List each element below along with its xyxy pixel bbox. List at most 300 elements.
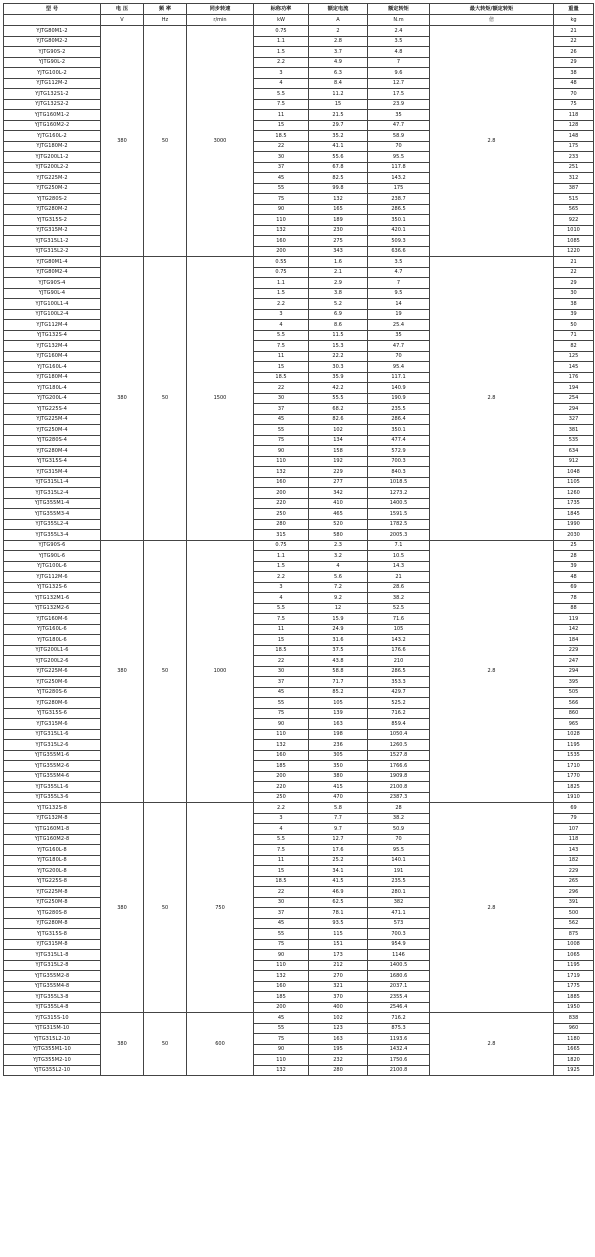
unit-speed: r/min xyxy=(187,15,254,26)
cell-weight: 1825 xyxy=(554,782,594,793)
cell-model: YJTG132M2-6 xyxy=(4,603,101,614)
cell-power: 55 xyxy=(254,425,309,436)
cell-torque: 19 xyxy=(368,309,430,320)
cell-weight: 38 xyxy=(554,68,594,79)
cell-torque: 58.9 xyxy=(368,131,430,142)
cell-current: 17.6 xyxy=(309,845,368,856)
cell-model: YJTG90S-4 xyxy=(4,278,101,289)
cell-torque: 1782.5 xyxy=(368,519,430,530)
cell-model: YJTG315M-10 xyxy=(4,1023,101,1034)
cell-weight: 960 xyxy=(554,1023,594,1034)
cell-current: 99.8 xyxy=(309,183,368,194)
cell-torque: 10.5 xyxy=(368,551,430,562)
cell-current: 173 xyxy=(309,950,368,961)
cell-torque: 875.3 xyxy=(368,1023,430,1034)
cell-power: 160 xyxy=(254,750,309,761)
unit-power: kW xyxy=(254,15,309,26)
cell-power: 5.5 xyxy=(254,89,309,100)
cell-torque: 9.6 xyxy=(368,68,430,79)
cell-weight: 1180 xyxy=(554,1034,594,1045)
cell-model: YJTG315S-6 xyxy=(4,708,101,719)
cell-power: 4 xyxy=(254,593,309,604)
cell-torque: 1591.5 xyxy=(368,509,430,520)
cell-torque: 35 xyxy=(368,330,430,341)
cell-torque: 38.2 xyxy=(368,593,430,604)
cell-model: YJTG225S-8 xyxy=(4,876,101,887)
cell-weight: 118 xyxy=(554,110,594,121)
cell-model: YJTG200L2-2 xyxy=(4,162,101,173)
cell-weight: 2030 xyxy=(554,530,594,541)
cell-current: 102 xyxy=(309,425,368,436)
cell-current: 85.2 xyxy=(309,687,368,698)
cell-model: YJTG160L-2 xyxy=(4,131,101,142)
cell-speed: 1500 xyxy=(187,257,254,541)
cell-current: 102 xyxy=(309,1013,368,1024)
cell-weight: 254 xyxy=(554,393,594,404)
cell-current: 410 xyxy=(309,498,368,509)
cell-weight: 22 xyxy=(554,36,594,47)
cell-weight: 1195 xyxy=(554,960,594,971)
cell-model: YJTG160L-4 xyxy=(4,362,101,373)
cell-voltage: 380 xyxy=(101,540,144,803)
cell-weight: 912 xyxy=(554,456,594,467)
cell-current: 158 xyxy=(309,446,368,457)
cell-model: YJTG280M-2 xyxy=(4,204,101,215)
cell-ratio: 2.8 xyxy=(430,26,554,257)
cell-weight: 182 xyxy=(554,855,594,866)
cell-power: 90 xyxy=(254,950,309,961)
cell-model: YJTG250M-6 xyxy=(4,677,101,688)
cell-model: YJTG315S-8 xyxy=(4,929,101,940)
cell-weight: 1845 xyxy=(554,509,594,520)
cell-torque: 1146 xyxy=(368,950,430,961)
cell-current: 198 xyxy=(309,729,368,740)
cell-frequency: 50 xyxy=(144,1013,187,1076)
cell-current: 15.3 xyxy=(309,341,368,352)
cell-torque: 382 xyxy=(368,897,430,908)
cell-model: YJTG315S-4 xyxy=(4,456,101,467)
cell-torque: 105 xyxy=(368,624,430,635)
cell-current: 270 xyxy=(309,971,368,982)
cell-weight: 119 xyxy=(554,614,594,625)
cell-power: 2.2 xyxy=(254,57,309,68)
cell-weight: 233 xyxy=(554,152,594,163)
cell-current: 2.3 xyxy=(309,540,368,551)
cell-weight: 296 xyxy=(554,887,594,898)
cell-current: 37.5 xyxy=(309,645,368,656)
cell-torque: 7 xyxy=(368,57,430,68)
cell-power: 18.5 xyxy=(254,131,309,142)
cell-torque: 9.5 xyxy=(368,288,430,299)
cell-weight: 1105 xyxy=(554,477,594,488)
cell-power: 11 xyxy=(254,855,309,866)
cell-power: 110 xyxy=(254,215,309,226)
cell-power: 45 xyxy=(254,687,309,698)
cell-torque: 2546.4 xyxy=(368,1002,430,1013)
cell-weight: 1220 xyxy=(554,246,594,257)
cell-weight: 71 xyxy=(554,330,594,341)
cell-power: 200 xyxy=(254,246,309,257)
units-row xyxy=(4,15,594,26)
cell-model: YJTG280M-8 xyxy=(4,918,101,929)
cell-weight: 1028 xyxy=(554,729,594,740)
cell-torque: 420.1 xyxy=(368,225,430,236)
cell-current: 22.2 xyxy=(309,351,368,362)
cell-torque: 47.7 xyxy=(368,341,430,352)
cell-torque: 1909.8 xyxy=(368,771,430,782)
cell-model: YJTG315L1-8 xyxy=(4,950,101,961)
cell-model: YJTG100L2-4 xyxy=(4,309,101,320)
cell-current: 9.2 xyxy=(309,593,368,604)
cell-model: YJTG315L2-6 xyxy=(4,740,101,751)
cell-weight: 922 xyxy=(554,215,594,226)
cell-weight: 634 xyxy=(554,446,594,457)
cell-current: 24.9 xyxy=(309,624,368,635)
cell-power: 15 xyxy=(254,362,309,373)
cell-weight: 25 xyxy=(554,540,594,551)
cell-model: YJTG250M-2 xyxy=(4,183,101,194)
cell-current: 11.2 xyxy=(309,89,368,100)
cell-power: 200 xyxy=(254,1002,309,1013)
cell-weight: 312 xyxy=(554,173,594,184)
cell-torque: 1260.5 xyxy=(368,740,430,751)
cell-current: 229 xyxy=(309,467,368,478)
cell-current: 41.5 xyxy=(309,876,368,887)
cell-torque: 4.7 xyxy=(368,267,430,278)
cell-power: 11 xyxy=(254,110,309,121)
cell-power: 160 xyxy=(254,236,309,247)
cell-model: YJTG132S-8 xyxy=(4,803,101,814)
cell-power: 3 xyxy=(254,582,309,593)
cell-current: 236 xyxy=(309,740,368,751)
cell-torque: 716.2 xyxy=(368,708,430,719)
cell-current: 1.6 xyxy=(309,257,368,268)
cell-current: 41.1 xyxy=(309,141,368,152)
cell-current: 11.5 xyxy=(309,330,368,341)
cell-model: YJTG355L1-6 xyxy=(4,782,101,793)
unit-voltage: V xyxy=(101,15,144,26)
table-row xyxy=(4,540,594,551)
cell-speed: 750 xyxy=(187,803,254,1013)
cell-torque: 52.5 xyxy=(368,603,430,614)
cell-weight: 21 xyxy=(554,26,594,37)
cell-torque: 1050.4 xyxy=(368,729,430,740)
cell-current: 165 xyxy=(309,204,368,215)
cell-power: 110 xyxy=(254,456,309,467)
cell-model: YJTG160L-6 xyxy=(4,624,101,635)
cell-model: YJTG355M1-4 xyxy=(4,498,101,509)
cell-power: 110 xyxy=(254,1055,309,1066)
cell-weight: 1535 xyxy=(554,750,594,761)
cell-current: 3.8 xyxy=(309,288,368,299)
cell-model: YJTG315S-10 xyxy=(4,1013,101,1024)
cell-current: 343 xyxy=(309,246,368,257)
cell-model: YJTG180M-2 xyxy=(4,141,101,152)
cell-power: 45 xyxy=(254,173,309,184)
cell-model: YJTG315L1-6 xyxy=(4,729,101,740)
cell-weight: 535 xyxy=(554,435,594,446)
cell-weight: 69 xyxy=(554,803,594,814)
cell-power: 160 xyxy=(254,981,309,992)
cell-weight: 78 xyxy=(554,593,594,604)
cell-current: 82.6 xyxy=(309,414,368,425)
table-row xyxy=(4,257,594,268)
cell-model: YJTG180L-8 xyxy=(4,855,101,866)
cell-model: YJTG355M4-6 xyxy=(4,771,101,782)
unit-current: A xyxy=(309,15,368,26)
cell-current: 134 xyxy=(309,435,368,446)
cell-weight: 184 xyxy=(554,635,594,646)
cell-current: 67.8 xyxy=(309,162,368,173)
cell-current: 6.9 xyxy=(309,309,368,320)
cell-model: YJTG315L1-2 xyxy=(4,236,101,247)
cell-weight: 50 xyxy=(554,320,594,331)
cell-weight: 75 xyxy=(554,99,594,110)
cell-torque: 1400.5 xyxy=(368,498,430,509)
cell-weight: 395 xyxy=(554,677,594,688)
cell-speed: 600 xyxy=(187,1013,254,1076)
cell-torque: 17.5 xyxy=(368,89,430,100)
cell-torque: 700.3 xyxy=(368,929,430,940)
cell-torque: 28 xyxy=(368,803,430,814)
cell-power: 200 xyxy=(254,488,309,499)
cell-current: 3.2 xyxy=(309,551,368,562)
cell-current: 212 xyxy=(309,960,368,971)
cell-current: 192 xyxy=(309,456,368,467)
cell-current: 46.9 xyxy=(309,887,368,898)
cell-current: 2.1 xyxy=(309,267,368,278)
cell-ratio: 2.8 xyxy=(430,1013,554,1076)
cell-torque: 2355.4 xyxy=(368,992,430,1003)
cell-model: YJTG200L1-2 xyxy=(4,152,101,163)
cell-current: 305 xyxy=(309,750,368,761)
cell-current: 5.8 xyxy=(309,803,368,814)
cell-power: 200 xyxy=(254,771,309,782)
cell-model: YJTG355L3-8 xyxy=(4,992,101,1003)
cell-power: 4 xyxy=(254,78,309,89)
cell-weight: 145 xyxy=(554,362,594,373)
col-header-torque: 额定转矩 xyxy=(368,4,430,15)
cell-model: YJTG160L-8 xyxy=(4,845,101,856)
cell-power: 5.5 xyxy=(254,330,309,341)
cell-model: YJTG132M-4 xyxy=(4,341,101,352)
cell-torque: 286.4 xyxy=(368,414,430,425)
cell-model: YJTG112M-4 xyxy=(4,320,101,331)
cell-torque: 143.2 xyxy=(368,635,430,646)
cell-power: 7.5 xyxy=(254,614,309,625)
cell-weight: 1010 xyxy=(554,225,594,236)
cell-torque: 1750.6 xyxy=(368,1055,430,1066)
cell-torque: 2005.3 xyxy=(368,530,430,541)
cell-torque: 190.9 xyxy=(368,393,430,404)
cell-weight: 562 xyxy=(554,918,594,929)
cell-model: YJTG225M-2 xyxy=(4,173,101,184)
cell-torque: 4.8 xyxy=(368,47,430,58)
cell-current: 132 xyxy=(309,194,368,205)
cell-power: 90 xyxy=(254,1044,309,1055)
cell-model: YJTG355M2-10 xyxy=(4,1055,101,1066)
cell-model: YJTG355L3-6 xyxy=(4,792,101,803)
cell-current: 151 xyxy=(309,939,368,950)
cell-frequency: 50 xyxy=(144,540,187,803)
cell-model: YJTG90L-2 xyxy=(4,57,101,68)
cell-torque: 1018.5 xyxy=(368,477,430,488)
cell-weight: 229 xyxy=(554,866,594,877)
cell-weight: 28 xyxy=(554,551,594,562)
cell-current: 230 xyxy=(309,225,368,236)
cell-torque: 2037.1 xyxy=(368,981,430,992)
cell-model: YJTG355L2-4 xyxy=(4,519,101,530)
cell-model: YJTG315M-8 xyxy=(4,939,101,950)
cell-current: 280 xyxy=(309,1065,368,1076)
table-header xyxy=(4,4,594,26)
cell-torque: 525.2 xyxy=(368,698,430,709)
cell-torque: 235.5 xyxy=(368,876,430,887)
cell-power: 30 xyxy=(254,897,309,908)
cell-model: YJTG315L2-2 xyxy=(4,246,101,257)
cell-current: 123 xyxy=(309,1023,368,1034)
cell-model: YJTG160M1-2 xyxy=(4,110,101,121)
cell-torque: 71.6 xyxy=(368,614,430,625)
cell-model: YJTG315M-6 xyxy=(4,719,101,730)
cell-power: 4 xyxy=(254,320,309,331)
cell-weight: 82 xyxy=(554,341,594,352)
cell-model: YJTG280S-2 xyxy=(4,194,101,205)
cell-power: 3 xyxy=(254,68,309,79)
cell-current: 350 xyxy=(309,761,368,772)
cell-current: 115 xyxy=(309,929,368,940)
cell-model: YJTG200L-4 xyxy=(4,393,101,404)
cell-torque: 50.9 xyxy=(368,824,430,835)
cell-weight: 125 xyxy=(554,351,594,362)
unit-ratio: 倍 xyxy=(430,15,554,26)
cell-weight: 1710 xyxy=(554,761,594,772)
cell-model: YJTG355M2-8 xyxy=(4,971,101,982)
cell-current: 2.9 xyxy=(309,278,368,289)
cell-current: 62.5 xyxy=(309,897,368,908)
cell-current: 580 xyxy=(309,530,368,541)
cell-weight: 229 xyxy=(554,645,594,656)
cell-torque: 95.4 xyxy=(368,362,430,373)
cell-weight: 327 xyxy=(554,414,594,425)
cell-torque: 716.2 xyxy=(368,1013,430,1024)
cell-torque: 38.2 xyxy=(368,813,430,824)
cell-current: 12.7 xyxy=(309,834,368,845)
cell-model: YJTG112M-6 xyxy=(4,572,101,583)
cell-power: 132 xyxy=(254,467,309,478)
cell-torque: 429.7 xyxy=(368,687,430,698)
cell-power: 110 xyxy=(254,960,309,971)
cell-power: 75 xyxy=(254,1034,309,1045)
cell-power: 0.75 xyxy=(254,267,309,278)
cell-model: YJTG355L4-8 xyxy=(4,1002,101,1013)
cell-weight: 48 xyxy=(554,572,594,583)
cell-torque: 1400.5 xyxy=(368,960,430,971)
cell-torque: 21 xyxy=(368,572,430,583)
cell-current: 277 xyxy=(309,477,368,488)
cell-current: 5.6 xyxy=(309,572,368,583)
cell-power: 110 xyxy=(254,729,309,740)
cell-power: 4 xyxy=(254,824,309,835)
cell-torque: 954.9 xyxy=(368,939,430,950)
cell-current: 8.6 xyxy=(309,320,368,331)
cell-current: 189 xyxy=(309,215,368,226)
cell-current: 400 xyxy=(309,1002,368,1013)
cell-weight: 194 xyxy=(554,383,594,394)
cell-power: 185 xyxy=(254,761,309,772)
cell-model: YJTG160M2-2 xyxy=(4,120,101,131)
cell-weight: 1910 xyxy=(554,792,594,803)
cell-torque: 25.4 xyxy=(368,320,430,331)
cell-weight: 142 xyxy=(554,624,594,635)
cell-model: YJTG250M-8 xyxy=(4,897,101,908)
unit-torque: N.m xyxy=(368,15,430,26)
cell-model: YJTG80M2-2 xyxy=(4,36,101,47)
cell-weight: 505 xyxy=(554,687,594,698)
cell-power: 37 xyxy=(254,404,309,415)
cell-frequency: 50 xyxy=(144,803,187,1013)
cell-model: YJTG355M3-4 xyxy=(4,509,101,520)
cell-ratio: 2.8 xyxy=(430,803,554,1013)
cell-power: 132 xyxy=(254,1065,309,1076)
cell-current: 105 xyxy=(309,698,368,709)
cell-current: 7.2 xyxy=(309,582,368,593)
cell-power: 90 xyxy=(254,719,309,730)
cell-power: 11 xyxy=(254,624,309,635)
cell-power: 1.1 xyxy=(254,551,309,562)
cell-current: 8.4 xyxy=(309,78,368,89)
cell-torque: 286.5 xyxy=(368,204,430,215)
cell-weight: 69 xyxy=(554,582,594,593)
cell-weight: 294 xyxy=(554,404,594,415)
cell-power: 132 xyxy=(254,225,309,236)
cell-power: 75 xyxy=(254,708,309,719)
cell-model: YJTG160M-6 xyxy=(4,614,101,625)
cell-weight: 29 xyxy=(554,57,594,68)
cell-weight: 143 xyxy=(554,845,594,856)
cell-power: 1.5 xyxy=(254,47,309,58)
cell-voltage: 380 xyxy=(101,1013,144,1076)
cell-weight: 118 xyxy=(554,834,594,845)
cell-weight: 566 xyxy=(554,698,594,709)
cell-power: 75 xyxy=(254,939,309,950)
cell-model: YJTG100L-2 xyxy=(4,68,101,79)
cell-torque: 1680.6 xyxy=(368,971,430,982)
cell-weight: 128 xyxy=(554,120,594,131)
cell-torque: 47.7 xyxy=(368,120,430,131)
cell-weight: 1085 xyxy=(554,236,594,247)
cell-model: YJTG160M-4 xyxy=(4,351,101,362)
cell-model: YJTG132S1-2 xyxy=(4,89,101,100)
cell-weight: 515 xyxy=(554,194,594,205)
cell-current: 380 xyxy=(309,771,368,782)
cell-power: 37 xyxy=(254,162,309,173)
cell-torque: 140.1 xyxy=(368,855,430,866)
cell-current: 15.9 xyxy=(309,614,368,625)
cell-power: 0.75 xyxy=(254,26,309,37)
cell-power: 315 xyxy=(254,530,309,541)
cell-torque: 840.3 xyxy=(368,467,430,478)
cell-torque: 3.5 xyxy=(368,257,430,268)
cell-torque: 210 xyxy=(368,656,430,667)
cell-current: 139 xyxy=(309,708,368,719)
cell-torque: 235.5 xyxy=(368,404,430,415)
cell-weight: 565 xyxy=(554,204,594,215)
cell-current: 2.8 xyxy=(309,36,368,47)
cell-current: 55.6 xyxy=(309,152,368,163)
cell-current: 3.7 xyxy=(309,47,368,58)
cell-weight: 1048 xyxy=(554,467,594,478)
